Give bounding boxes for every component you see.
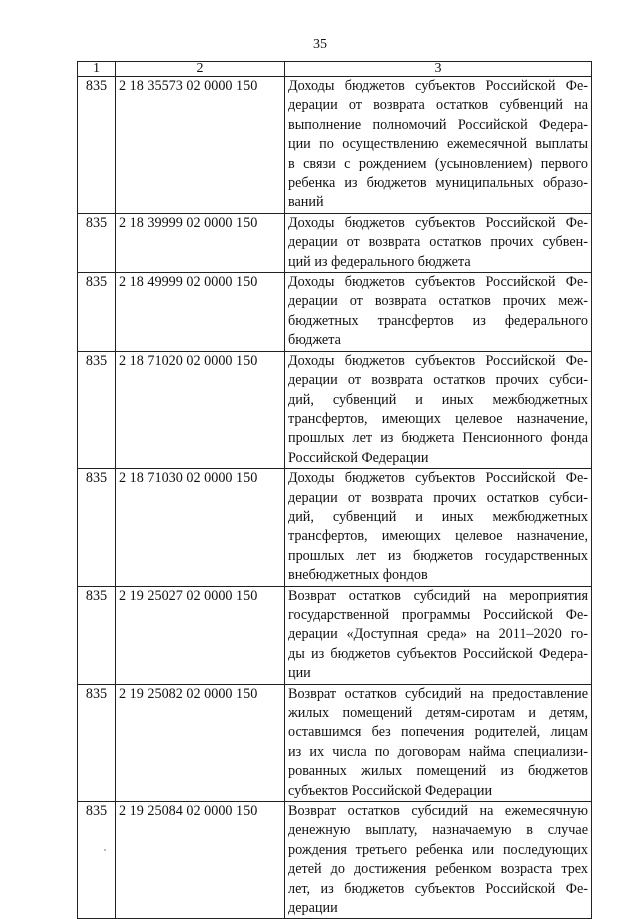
description-line: жилых помещений детям-сиротам и детям, <box>288 705 588 721</box>
description-line: субъектов Российской Федерации <box>288 782 493 799</box>
description-line: Возврат остатков субсидий на мероприятия <box>288 587 588 604</box>
budget-code-cell: 2 18 39999 02 0000 150 <box>116 213 285 272</box>
admin-code-cell: 835 <box>78 684 116 801</box>
description-line: детей до достижения ребенком возраста трех <box>288 861 588 878</box>
description-line: ции <box>288 665 311 682</box>
description-line: дерации от возврата остатков субвенций на <box>288 97 588 114</box>
budget-code-cell: 2 19 25082 02 0000 150 <box>116 684 285 801</box>
column-header-1: 1 <box>78 62 116 77</box>
description-line: дий, субвенций и иных межбюджетных <box>288 391 588 408</box>
description-line: государственной программы Российской Фе- <box>288 606 588 623</box>
description-line: лет, из бюджетов субъектов Российской Фе- <box>288 880 588 897</box>
description-line: ции по осуществлению ежемесячной выплаты <box>288 136 588 153</box>
income-codes-table <box>77 61 592 919</box>
description-cell <box>285 351 592 468</box>
budget-code-cell: 2 18 71030 02 0000 150 <box>116 469 285 586</box>
budget-code-cell: 2 19 25084 02 0000 150 <box>116 802 285 919</box>
description-line: прошлых лет из бюджетов государственных <box>288 547 588 564</box>
table-row <box>78 351 592 468</box>
description-line: в связи с рождением (усыновлением) первого <box>288 155 588 172</box>
description-cell <box>285 684 592 801</box>
table-row <box>78 802 592 919</box>
description-line: трансфертов, имеющих целевое назначение, <box>288 410 588 427</box>
description-line: оставшимся без попечения родителей, лицам <box>288 724 588 741</box>
description-cell <box>285 213 592 272</box>
budget-code-cell: 2 18 35573 02 0000 150 <box>116 77 285 214</box>
description-line: бюджета <box>288 332 341 349</box>
description-cell <box>285 586 592 684</box>
description-line: Доходы бюджетов субъектов Российской Фе- <box>288 470 588 487</box>
budget-code-cell: 2 18 71020 02 0000 150 <box>116 351 285 468</box>
description-line: дерации от возврата остатков прочих субси- <box>288 372 588 389</box>
table-header-row <box>78 62 592 77</box>
description-line: из их числа по договорам найма специализи- <box>288 743 588 760</box>
description-cell <box>285 469 592 586</box>
description-line: бюджетных трансфертов из федерального <box>288 312 588 329</box>
description-line: ваний <box>288 194 324 211</box>
description-line: дий, субвенций и иных межбюджетных <box>288 508 588 525</box>
table-row <box>78 273 592 352</box>
description-line: ребенка из бюджетов муниципальных образо- <box>288 175 588 192</box>
table-row <box>78 469 592 586</box>
description-line: дерации от возврата остатков прочих субвен- <box>288 234 588 251</box>
description-line: Доходы бюджетов субъектов Российской Фе- <box>288 214 588 231</box>
description-line: Доходы бюджетов субъектов Российской Фе- <box>288 352 588 369</box>
admin-code-cell: 835 <box>78 77 116 214</box>
admin-code-cell: 835 <box>78 469 116 586</box>
description-line: дерации «Доступная среда» на 2011–2020 го- <box>288 626 588 643</box>
description-line: денежную выплату, назначаемую в случае <box>288 822 588 839</box>
description-cell <box>285 273 592 352</box>
description-line: Доходы бюджетов субъектов Российской Фе- <box>288 78 588 94</box>
column-header-3: 3 <box>285 62 592 77</box>
budget-code-cell: 2 19 25027 02 0000 150 <box>116 586 285 684</box>
description-line: дерации <box>288 900 338 917</box>
budget-code-cell: 2 18 49999 02 0000 150 <box>116 273 285 352</box>
description-line: рождения третьего ребенка или последующих <box>288 841 588 858</box>
table-row <box>78 684 592 801</box>
column-header-2: 2 <box>116 62 285 77</box>
description-line: дерации от возврата остатков прочих меж- <box>288 293 588 310</box>
table-row <box>78 77 592 214</box>
description-line: выполнение полномочий Российской Федера- <box>288 116 588 133</box>
admin-code-cell: 835 <box>78 351 116 468</box>
table-body <box>78 77 592 919</box>
table-row <box>78 586 592 684</box>
description-line: Доходы бюджетов субъектов Российской Фе- <box>288 274 588 291</box>
description-cell <box>285 77 592 214</box>
admin-code-cell: 835 <box>78 273 116 352</box>
description-line: Российской Федерации <box>288 449 429 466</box>
admin-code-cell: 835 <box>78 586 116 684</box>
admin-code-cell: 835 <box>78 213 116 272</box>
description-line: дерации от возврата прочих остатков субси- <box>288 489 588 506</box>
table-row <box>78 213 592 272</box>
description-line: ций из федерального бюджета <box>288 253 471 270</box>
description-line: ды из бюджетов субъектов Российской Федера- <box>288 645 588 662</box>
description-line: Возврат остатков субсидий на ежемесячную <box>288 803 588 820</box>
description-line: рованных жилых помещений из бюджетов <box>288 763 588 780</box>
admin-code-cell: 835 <box>78 802 116 919</box>
description-line: трансфертов, имеющих целевое назначение, <box>288 528 588 545</box>
description-line: прошлых лет из бюджета Пенсионного фонда <box>288 430 588 447</box>
description-line: внебюджетных фондов <box>288 567 428 584</box>
scan-speck <box>104 849 106 851</box>
page-number: 35 <box>313 37 327 52</box>
description-cell <box>285 802 592 919</box>
description-line: Возврат остатков субсидий на предоставление <box>288 685 588 702</box>
